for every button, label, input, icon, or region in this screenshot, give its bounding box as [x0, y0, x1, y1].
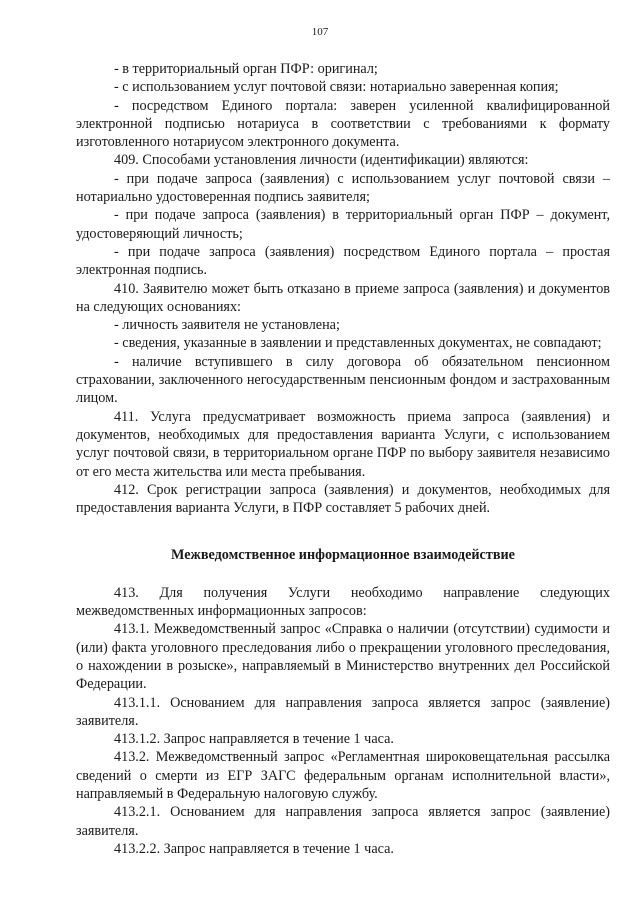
- paragraph: - при подаче запроса (заявления) в территориальный орган ПФР – документ, удостоверяющий личность;: [76, 207, 610, 242]
- paragraph-412: 412. Срок регистрации запроса (заявления) и документов, необходимых для предоставления варианта Услуги, в ПФР составляет 5 рабочих дней.: [76, 481, 610, 517]
- paragraph-413-1-2: 413.1.2. Запрос направляется в течение 1 часа.: [114, 731, 394, 748]
- page-number: 107: [311, 26, 329, 38]
- document-body: [76, 60, 610, 858]
- paragraph: - при подаче запроса (заявления) с использованием услуг почтовой связи – нотариально удостоверенная подпись заявителя;: [76, 170, 610, 206]
- paragraph: - сведения, указанные в заявлении и представленных документах, не совпадают;: [114, 335, 602, 352]
- paragraph-411: 411. Услуга предусматривает возможность приема запроса (заявления) и документов, необходимых для предоставления варианта Услуги, с использованием услуг почтовой связи, в территориальном органе ПФР по выбору заявителя независимо от его места жительства или места пребывания.: [76, 408, 610, 480]
- paragraph: - наличие вступившего в силу договора об обязательном пенсионном страховании, заключенного негосударственным пенсионным фондом и застрахованным лицом.: [76, 353, 610, 407]
- paragraph-413-2-2: 413.2.2. Запрос направляется в течение 1 часа.: [114, 840, 394, 857]
- paragraph: - в территориальный орган ПФР: оригинал;: [114, 61, 378, 77]
- paragraph-413-2-1: 413.2.1. Основанием для направления запроса является запрос (заявление) заявителя.: [76, 804, 610, 839]
- paragraph: - с использованием услуг почтовой связи: нотариально заверенная копия;: [114, 79, 559, 96]
- paragraph-413-2: 413.2. Межведомственный запрос «Регламентная широковещательная рассылка сведений о смерти из ЕГР ЗАГС федеральным органам исполнительной власти», направляемый в Федеральную налоговую службу.: [76, 749, 610, 802]
- paragraph-410: 410. Заявителю может быть отказано в приеме запроса (заявления) и документов на следующих основаниях:: [76, 280, 610, 315]
- paragraph: - посредством Единого портала: заверен усиленной квалифицированной электронной подписью нотариуса в соответствии с требованиями к формату изготовленного нотариусом электронного документа.: [76, 97, 610, 151]
- paragraph-413: 413. Для получения Услуги необходимо направление следующих межведомственных информационных запросов:: [76, 584, 610, 620]
- section-heading: Межведомственное информационное взаимодействие: [171, 547, 515, 564]
- paragraph: - личность заявителя не установлена;: [114, 317, 340, 334]
- paragraph: - при подаче запроса (заявления) посредством Единого портала – простая электронная подпись.: [76, 243, 610, 279]
- paragraph-413-1-1: 413.1.1. Основанием для направления запроса является запрос (заявление) заявителя.: [76, 694, 610, 729]
- paragraph-409: 409. Способами установления личности (идентификации) являются:: [114, 152, 529, 169]
- paragraph-413-1: 413.1. Межведомственный запрос «Справка о наличии (отсутствии) судимости и (или) факта уголовного преследования либо о прекращении уголовного преследования, о нахождении в розыске», направляемый в Министерство внутренних дел Российской Федерации.: [76, 621, 610, 693]
